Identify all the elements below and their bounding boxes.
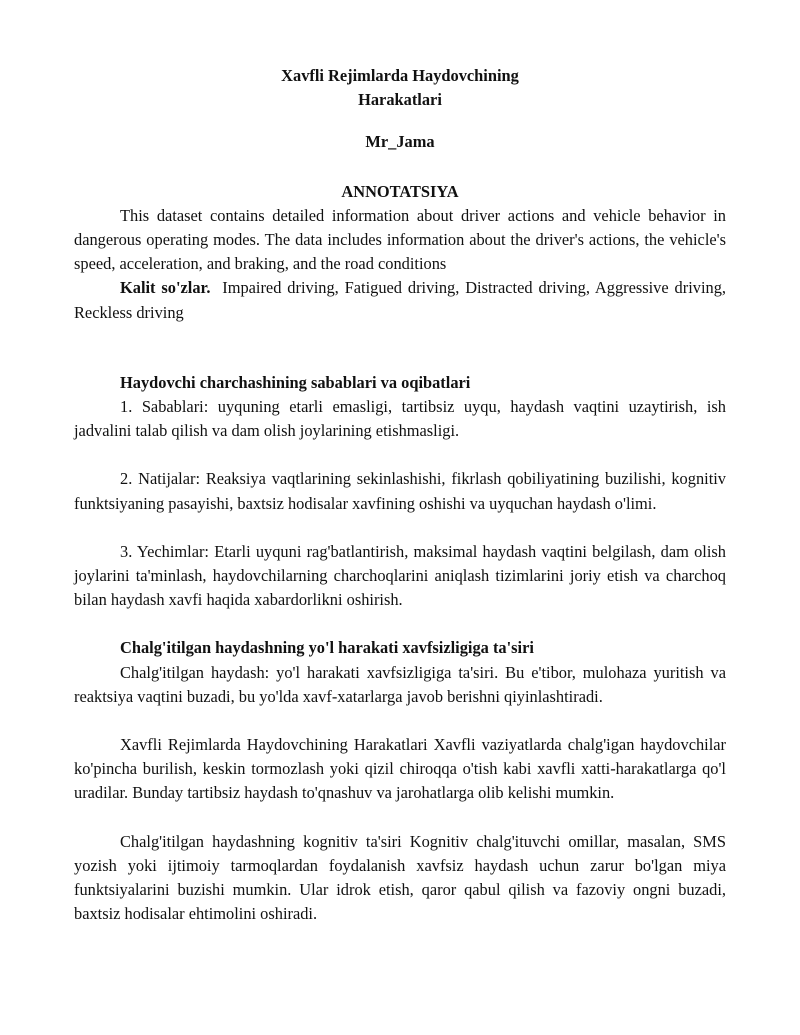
annotation-heading: ANNOTATSIYA [341,181,459,201]
section-heading-fatigue: Haydovchi charchashining sabablari va oqibatlari [120,372,471,392]
fatigue-causes-paragraph: 1. Sabablari: uyquning etarli emasligi, tartibsiz uyqu, haydash vaqtini uzaytirish, ish jadvalini talab qilish va dam olish joylarining etishmasligi. [74,397,726,441]
title-line-2: Harakatlari [358,90,442,110]
annotation-paragraph: This dataset contains detailed information about driver actions and vehicle behavior in dangerous operating modes. The data includes information about the driver's actions, the vehicle's speed, acceleration, and braking, and the road conditions [74,205,726,274]
author-name: Mr_Jama [365,132,435,152]
keywords-label: Kalit so'zlar. [120,278,211,298]
distracted-behavior-paragraph: Xavfli Rejimlarda Haydovchining Harakatlari Xavfli vaziyatlarda chalg'igan haydovchilar ko'pincha burilish, keskin tormozlash yoki qizil chiroqqa o'tish kabi xavfli xatti-harakatlarga qo'l uradilar. Bunday tartibsiz haydash to'qnashuv va jarohatlarga olib kelishi mumkin. [74,735,726,803]
keywords-paragraph [74,276,726,324]
fatigue-solutions-paragraph: 3. Yechimlar: Etarli uyquni rag'batlantirish, maksimal haydash vaqtini belgilash, dam olish joylarini ta'minlash, haydovchilarning charchoqlarini aniqlash tizimlarini joriy etish va charchoq bilan haydash xavfi haqida xabardorlikni oshirish. [74,541,726,610]
fatigue-results-paragraph: 2. Natijalar: Reaksiya vaqtlarining sekinlashishi, fikrlash qobiliyatining buzilishi, kognitiv funktsiyaning pasayishi, baxtsiz hodisalar xavfining oshishi va uyquchan haydash o'limi. [74,469,726,513]
title-line-1: Xavfli Rejimlarda Haydovchining [281,66,519,85]
distracted-cognitive-paragraph: Chalg'itilgan haydashning kognitiv ta'siri Kognitiv chalg'ituvchi omillar, masalan, SMS yozish yoki ijtimoiy tarmoqlardan foydalanish xavfsiz haydash uchun zarur bo'lgan miya funktsiyalarini buzishi mumkin. Ular idrok etish, qaror qabul qilish va fazoviy ongni buzadi, baxtsiz hodisalar ehtimolini oshiradi. [74,831,726,924]
keywords-text: Impaired driving, Fatigued driving, Distracted driving, Aggressive driving, Reckless driving [74,278,726,322]
distracted-intro-paragraph: Chalg'itilgan haydash: yo'l harakati xavfsizligiga ta'siri. Bu e'tibor, mulohaza yuritish va reaktsiya vaqtini buzadi, bu yo'lda xavf-xatarlarga javob berishni qiyinlashtiradi. [74,662,726,706]
document-title [74,64,726,112]
section-heading-distracted: Chalg'itilgan haydashning yo'l harakati xavfsizligiga ta'siri [120,638,534,658]
